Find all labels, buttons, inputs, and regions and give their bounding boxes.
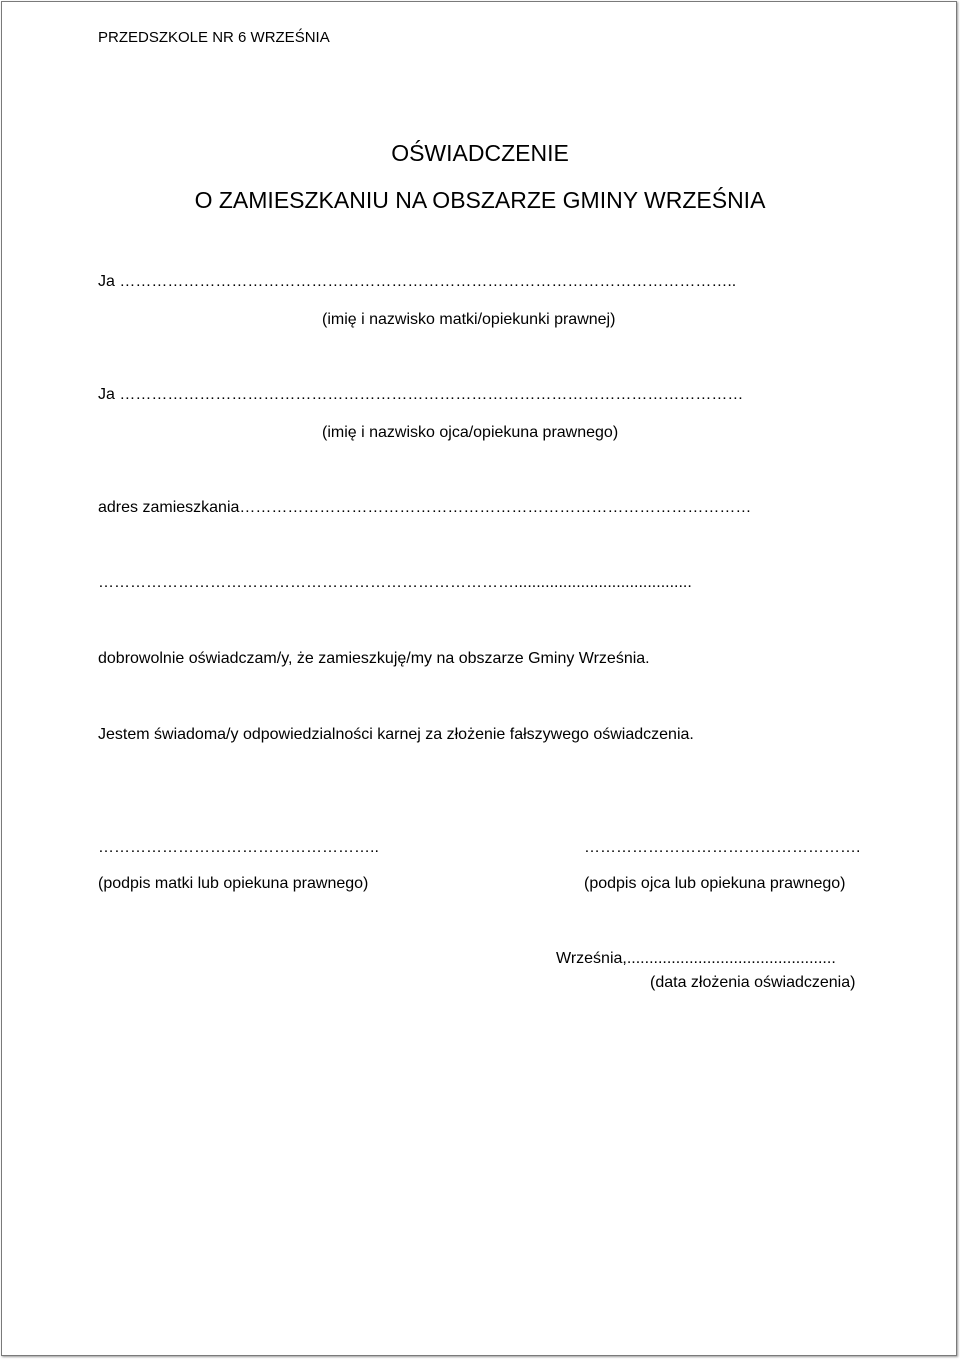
father-signature-line[interactable]: ……………………………………………. — [584, 839, 861, 856]
father-signature-caption: (podpis ojca lub opiekuna prawnego) — [584, 875, 846, 892]
date-field[interactable]: Września,............................................... — [556, 950, 836, 967]
document-title: OŚWIADCZENIE — [391, 140, 569, 166]
father-name-caption: (imię i nazwisko ojca/opiekuna prawnego) — [322, 424, 619, 441]
address-field[interactable]: adres zamieszkania…………………………………………………………………………………… — [98, 499, 752, 516]
awareness-text: Jestem świadoma/y odpowiedzialności karnej za złożenie fałszywego oświadczenia. — [98, 726, 694, 743]
father-name-field[interactable]: Ja ……………………………………………………………………………………………………… — [98, 386, 744, 403]
declaration-text: dobrowolnie oświadczam/y, że zamieszkuję/my na obszarze Gminy Września. — [98, 650, 650, 667]
address-field-continued[interactable]: ……………………………………………………………………........................................ — [98, 574, 692, 591]
institution-header: PRZEDSZKOLE NR 6 WRZEŚNIA — [98, 29, 330, 46]
mother-name-field[interactable]: Ja …………………………………………………………………………………………………….. — [98, 273, 737, 290]
document-subtitle: O ZAMIESZKANIU NA OBSZARZE GMINY WRZEŚNIA — [194, 187, 766, 213]
mother-name-caption: (imię i nazwisko matki/opiekunki prawnej) — [322, 311, 616, 328]
mother-signature-caption: (podpis matki lub opiekuna prawnego) — [98, 875, 369, 892]
mother-signature-line[interactable]: …………………………………………….. — [98, 839, 379, 856]
date-caption: (data złożenia oświadczenia) — [650, 974, 856, 991]
